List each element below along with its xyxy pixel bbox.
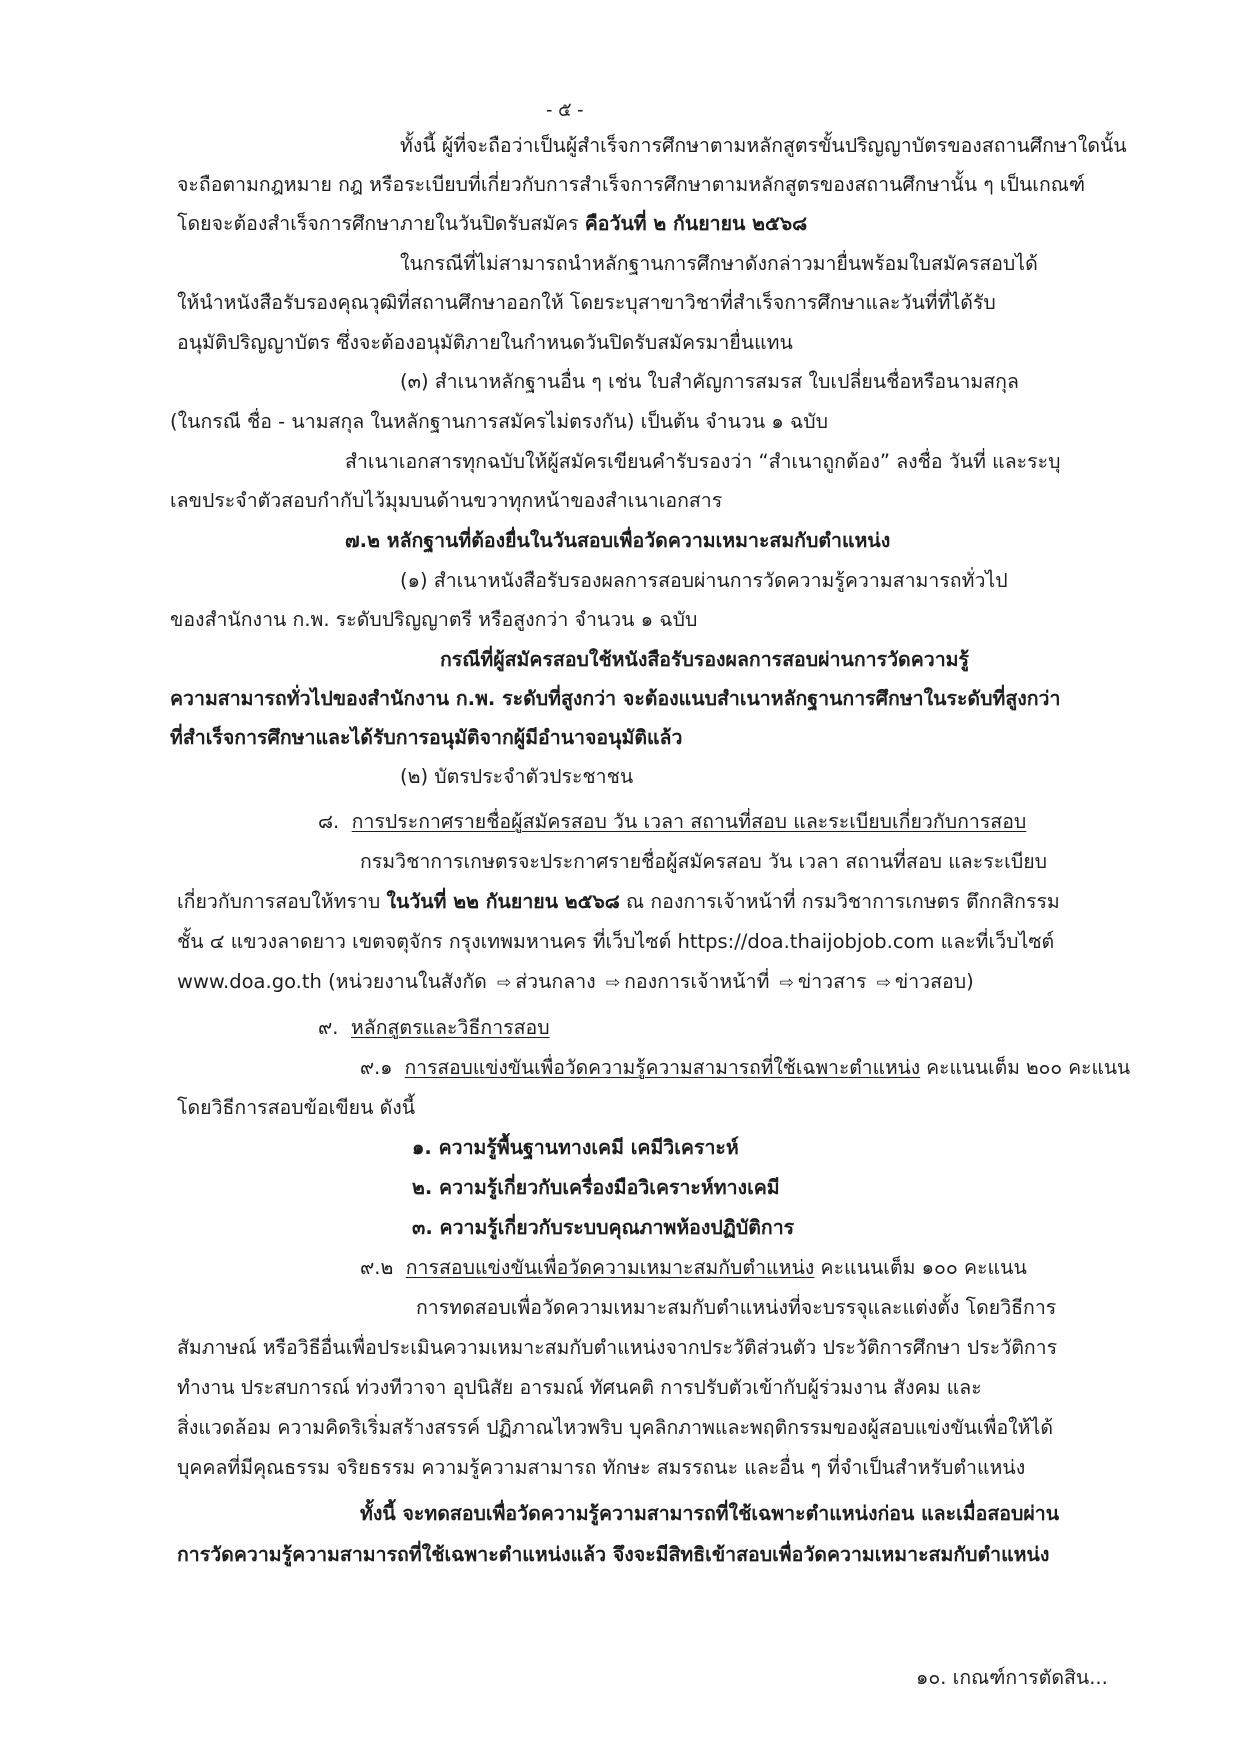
paragraph-line: การทดสอบเพื่อวัดความเหมาะสมกับตำแหน่งที่จะบรรจุและแต่งตั้ง โดยวิธีการ [416,1296,1057,1319]
right-arrow-icon: ⇨ [497,973,512,993]
paragraph-line: ทำงาน ประสบการณ์ ท่วงทีวาจา อุปนิสัย อารมณ์ ทัศนคติ การปรับตัวเข้ากับผู้ร่วมงาน สังคม และ [177,1376,982,1399]
paragraph-line: ให้นำหนังสือรับรองคุณวุฒิที่สถานศึกษาออกให้ โดยระบุสาขาวิชาที่สำเร็จการศึกษาและวันที่ที่ได้รับ [177,291,996,314]
section-number: ๘. [318,810,340,833]
paragraph-text: ณ กองการเจ้าหน้าที่ กรมวิชาการเกษตร ตึกกสิกรรม [619,890,1060,913]
announcement-date: ในวันที่ ๒๒ กันยายน ๒๕๖๘ [386,890,620,913]
full-score: คะแนนเต็ม ๑๐๐ คะแนน [814,1256,1027,1279]
closing-date: คือวันที่ ๒ กันยายน ๒๕๖๘ [584,212,808,235]
right-arrow-icon: ⇨ [779,973,794,993]
right-arrow-icon: ⇨ [605,973,621,993]
website-path-line [177,972,974,992]
subsection-number: ๙.๑ [360,1056,393,1079]
paragraph-line: (ในกรณี ชื่อ - นามสกุล ในหลักฐานการสมัครไม่ตรงกัน) เป็นต้น จำนวน ๑ ฉบับ [170,410,829,433]
paragraph-line: เลขประจำตัวสอบกำกับไว้มุมบนด้านขวาทุกหน้าของสำเนาเอกสาร [170,489,723,512]
paragraph-line: สำเนาเอกสารทุกฉบับให้ผู้สมัครเขียนคำรับรองว่า “สำเนาถูกต้อง” ลงชื่อ วันที่ และระบุ [345,450,1061,473]
list-item: (๒) บัตรประจำตัวประชาชน [400,765,634,788]
subsection-title: การสอบแข่งขันเพื่อวัดความรู้ความสามารถที่ใช้เฉพาะตำแหน่ง [404,1056,921,1079]
section-heading-7-2: ๗.๒ หลักฐานที่ต้องยื่นในวันสอบเพื่อวัดความเหมาะสมกับตำแหน่ง [345,529,891,552]
paragraph-text: โดยจะต้องสำเร็จการศึกษาภายในวันปิดรับสมัคร [177,212,585,235]
paragraph-line: สิ่งแวดล้อม ความคิดริเริ่มสร้างสรรค์ ปฏิภาณไหวพริบ บุคลิกภาพและพฤติกรรมของผู้สอบแข่งขันเพื่อให้ได้ [177,1416,1054,1439]
right-arrow-icon: ⇨ [876,973,891,993]
paragraph-text: เกี่ยวกับการสอบให้ทราบ [177,890,387,913]
bold-paragraph-line: กรณีที่ผู้สมัครสอบใช้หนังสือรับรองผลการสอบผ่านการวัดความรู้ [440,648,969,671]
path-item: กองการเจ้าหน้าที่ [624,970,770,993]
bold-paragraph-line: การวัดความรู้ความสามารถที่ใช้เฉพาะตำแหน่งแล้ว จึงจะมีสิทธิเข้าสอบเพื่อวัดความเหมาะสมกับตำแหน่ง [177,1543,1050,1566]
section-number: ๙. [318,1016,339,1039]
exam-topic-item: ๓. ความรู้เกี่ยวกับระบบคุณภาพห้องปฏิบัติการ [412,1216,795,1239]
subsection-9-2 [360,1258,1027,1278]
paragraph-line: กรมวิชาการเกษตรจะประกาศรายชื่อผู้สมัครสอบ วัน เวลา สถานที่สอบ และระเบียบ [360,850,1048,873]
exam-topic-item: ๒. ความรู้เกี่ยวกับเครื่องมือวิเคราะห์ทางเคมี [412,1176,780,1199]
path-item: ข่าวสอบ) [894,970,974,993]
next-page-continuation: ๑๐. เกณฑ์การตัดสิน... [916,1666,1108,1689]
website-path-prefix: www.doa.go.th (หน่วยงานในสังกัด [177,970,487,993]
list-item: (๓) สำเนาหลักฐานอื่น ๆ เช่น ใบสำคัญการสมรส ใบเปลี่ยนชื่อหรือนามสกุล [400,370,1019,393]
bold-paragraph-line: ความสามารถทั่วไปของสำนักงาน ก.พ. ระดับที่สูงกว่า จะต้องแนบสำเนาหลักฐานการศึกษาในระดับที่สูงกว่า [170,687,1061,710]
section-title: หลักสูตรและวิธีการสอบ [350,1016,550,1039]
bold-paragraph-line: ทั้งนี้ จะทดสอบเพื่อวัดความรู้ความสามารถที่ใช้เฉพาะตำแหน่งก่อน และเมื่อสอบผ่าน [360,1502,1060,1525]
paragraph-line: อนุมัติปริญญาบัตร ซึ่งจะต้องอนุมัติภายในกำหนดวันปิดรับสมัครมายื่นแทน [177,331,793,354]
paragraph-line: ของสำนักงาน ก.พ. ระดับปริญญาตรี หรือสูงกว่า จำนวน ๑ ฉบับ [170,608,698,631]
paragraph-line: บุคคลที่มีคุณธรรม จริยธรรม ความรู้ความสามารถ ทักษะ สมรรถนะ และอื่น ๆ ที่จำเป็นสำหรับตำแหน่ง [177,1456,1026,1479]
path-item: ข่าวสาร [797,970,867,993]
section-heading-8 [318,812,1026,832]
subsection-number: ๙.๒ [360,1256,394,1279]
subsection-title: การสอบแข่งขันเพื่อวัดความเหมาะสมกับตำแหน่ง [405,1256,815,1279]
paragraph-line: ทั้งนี้ ผู้ที่จะถือว่าเป็นผู้สำเร็จการศึกษาตามหลักสูตรขั้นปริญญาบัตรของสถานศึกษาใดนั้น [400,134,1127,157]
paragraph-line [177,892,1060,912]
page-number: - ๕ - [546,98,584,121]
section-heading-9 [318,1018,550,1038]
paragraph-line: โดยวิธีการสอบข้อเขียน ดังนี้ [177,1096,416,1119]
section-title: การประกาศรายชื่อผู้สมัครสอบ วัน เวลา สถานที่สอบ และระเบียบเกี่ยวกับการสอบ [351,810,1027,833]
paragraph-line: ชั้น ๔ แขวงลาดยาว เขตจตุจักร กรุงเทพมหานคร ที่เว็บไซต์ https://doa.thaijobjob.com และที่เว็บไซต์ [177,930,1055,953]
list-item: (๑) สำเนาหนังสือรับรองผลการสอบผ่านการวัดความรู้ความสามารถทั่วไป [400,569,1008,592]
paragraph-line [177,214,807,234]
bold-paragraph-line: ที่สำเร็จการศึกษาและได้รับการอนุมัติจากผู้มีอำนาจอนุมัติแล้ว [170,726,683,749]
paragraph-line: ในกรณีที่ไม่สามารถนำหลักฐานการศึกษาดังกล่าวมายื่นพร้อมใบสมัครสอบได้ [400,252,1038,275]
path-item: ส่วนกลาง [515,970,596,993]
paragraph-line: สัมภาษณ์ หรือวิธีอื่นเพื่อประเมินความเหมาะสมกับตำแหน่งจากประวัติส่วนตัว ประวัติการศึกษา ประวัติการ [177,1336,1058,1359]
full-score: คะแนนเต็ม ๒๐๐ คะแนน [920,1056,1131,1079]
exam-topic-item: ๑. ความรู้พื้นฐานทางเคมี เคมีวิเคราะห์ [412,1136,739,1159]
subsection-9-1 [360,1058,1130,1078]
paragraph-line: จะถือตามกฎหมาย กฎ หรือระเบียบที่เกี่ยวกับการสำเร็จการศึกษาตามหลักสูตรของสถานศึกษานั้น ๆ เป็นเกณฑ์ [177,173,1086,196]
